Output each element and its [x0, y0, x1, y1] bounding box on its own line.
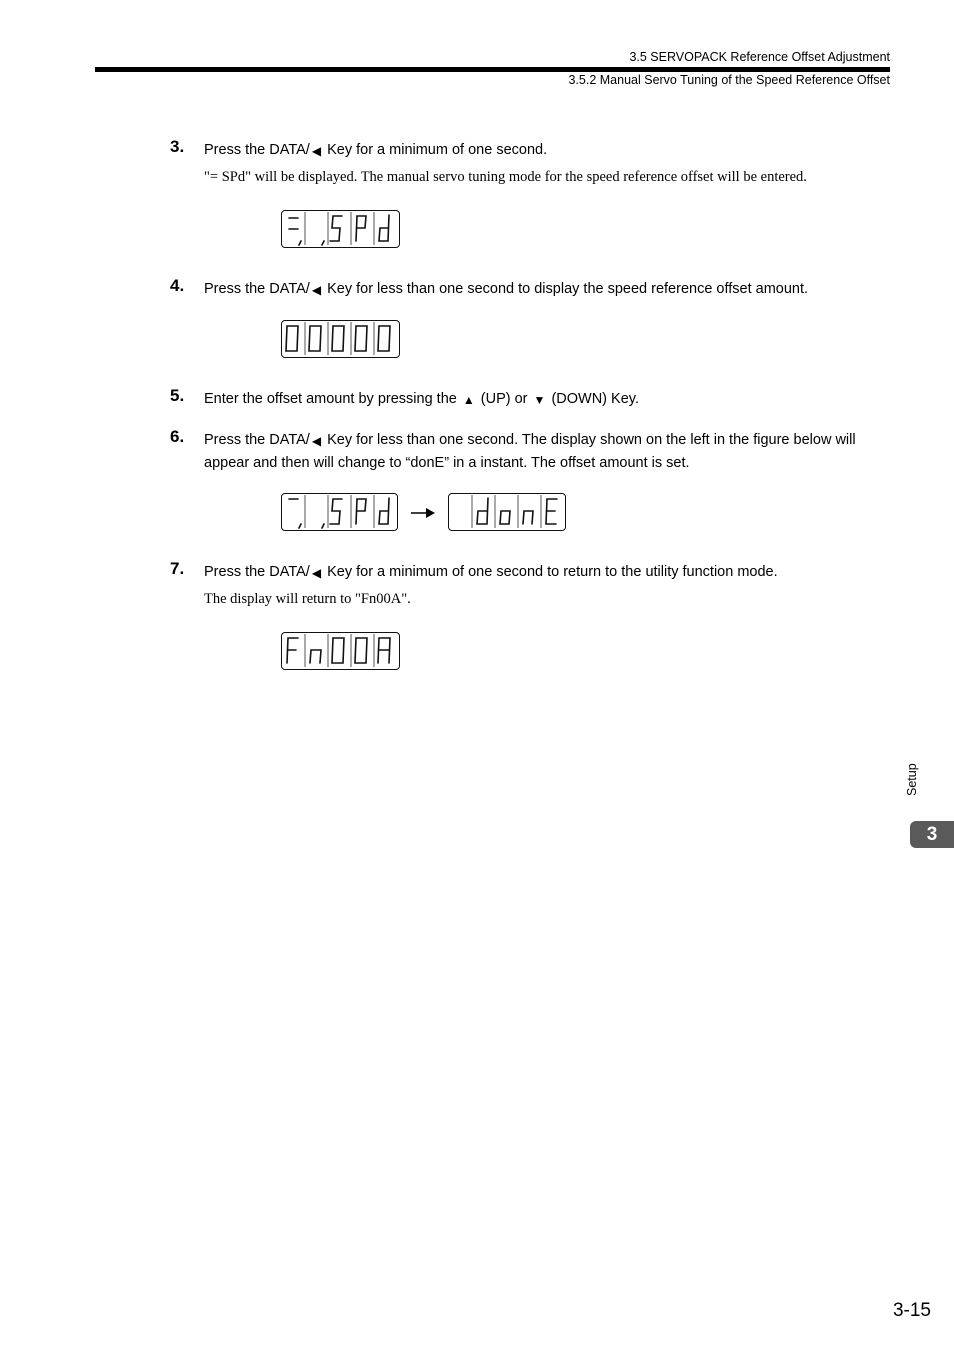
step-number: 4. — [170, 276, 185, 295]
step-note: "= SPd" will be displayed. The manual servo tuning mode for the speed reference offset will be entered. — [204, 169, 807, 185]
step-text: Enter the offset amount by pressing the ▲ (UP) or ▼ (DOWN) Key. — [204, 388, 894, 411]
header-section-title: 3.5 SERVOPACK Reference Offset Adjustment — [629, 50, 890, 64]
panel-display-spd-entry — [281, 210, 400, 248]
down-triangle-icon: ▼ — [533, 393, 546, 407]
step-text: Press the DATA/ ◀ Key for less than one second to display the speed reference offset amount. — [204, 278, 894, 301]
panel-display-fn00a — [281, 632, 400, 670]
step-text: Press the DATA/ ◀ Key for less than one second. The display shown on the left in the figure below will appear and then will change to “donE” in a instant. The offset amount is set. — [204, 432, 856, 471]
panel-display-00000 — [281, 320, 400, 358]
page-number: 3-15 — [892, 1300, 931, 1321]
header-subsection-title: 3.5.2 Manual Servo Tuning of the Speed Reference Offset — [568, 73, 890, 87]
panel-display-spd — [281, 493, 398, 531]
step-number: 7. — [170, 559, 185, 578]
up-triangle-icon: ▲ — [462, 393, 475, 407]
right-arrow-icon — [410, 506, 436, 520]
header-rule — [95, 67, 890, 72]
left-triangle-icon: ◀ — [311, 283, 322, 297]
left-triangle-icon: ◀ — [311, 566, 322, 580]
panel-display-done — [448, 493, 566, 531]
step-number: 6. — [170, 427, 185, 446]
left-triangle-icon: ◀ — [311, 144, 322, 158]
side-chapter-label: Setup — [905, 763, 919, 796]
chapter-tab: 3 — [910, 821, 954, 848]
step-note: The display will return to "Fn00A". — [204, 591, 411, 607]
step-number: 5. — [170, 386, 185, 405]
step-number: 3. — [170, 137, 185, 156]
step-text: Press the DATA/ ◀ Key for a minimum of one second to return to the utility function mode. — [204, 561, 894, 584]
left-triangle-icon: ◀ — [311, 434, 322, 448]
step-text: Press the DATA/ ◀ Key for a minimum of one second. — [204, 139, 894, 162]
